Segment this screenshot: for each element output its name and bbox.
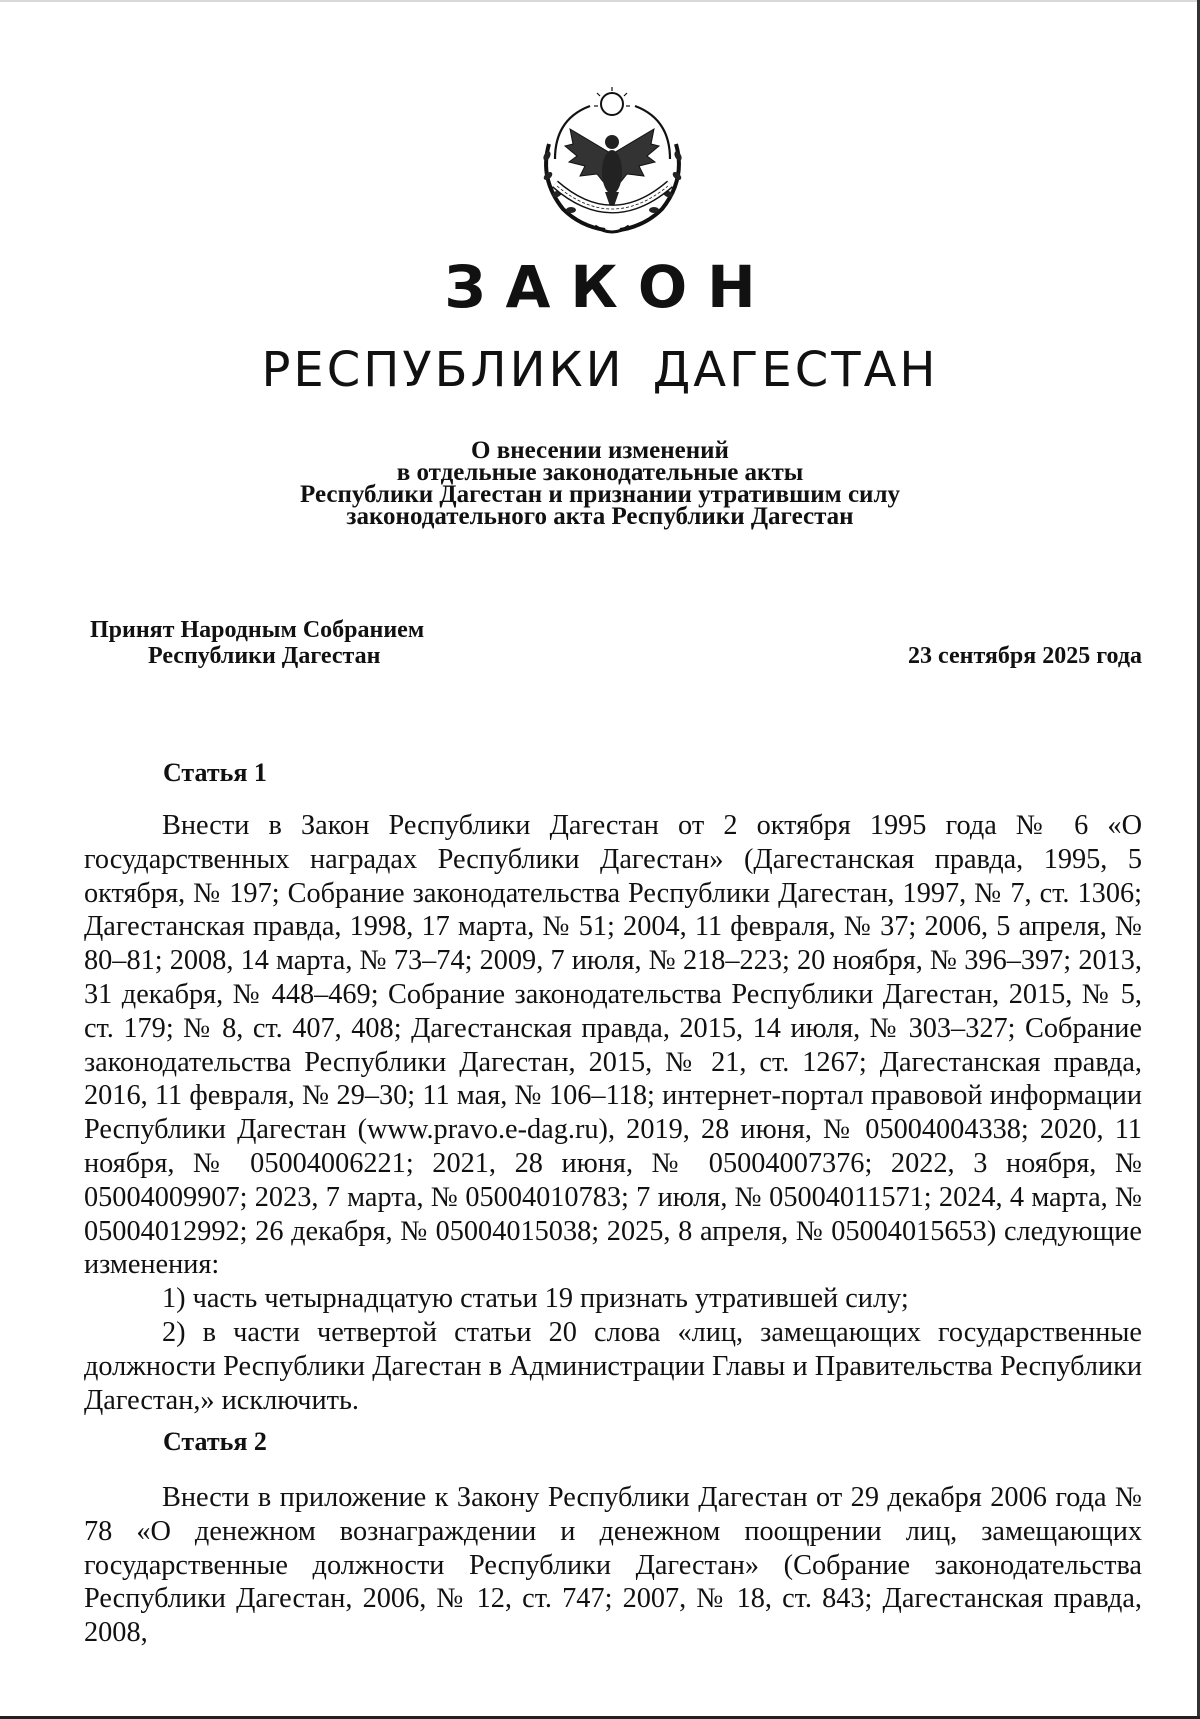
law-word-heading: ЗАКОН — [444, 253, 776, 321]
law-republic-heading: РЕСПУБЛИКИ ДАГЕСТАН — [261, 342, 939, 398]
article-1-heading: Статья 1 — [163, 758, 267, 787]
article-2-heading: Статья 2 — [163, 1427, 267, 1456]
law-title-line: Республики Дагестан и признании утратившим силу — [300, 481, 900, 508]
article-2-intro: Внести в приложение к Закону Республики Дагестан от 29 декабря 2006 года № 78 «О денежном вознаграждении и денежном поощрении лиц, замещающих государственные должности Республики Дагестан» (Собрание законодательства Республики Дагестан, 2006, № 12, ст. 747; 2007, № 18, ст. 843; Дагестанская правда, 2008, — [84, 1482, 1142, 1649]
law-title-line: О внесении изменений — [471, 437, 729, 464]
dagestan-coat-of-arms-icon — [535, 84, 690, 239]
article-1-item: 2) в части четвертой статьи 20 слова «лиц, замещающих государственные должности Республики Дагестан в Администрации Главы и Правительства Республики Дагестан,» исключить. — [84, 1316, 1142, 1416]
adoption-line-1: Принят Народным Собранием — [90, 617, 425, 643]
scan-edge-top — [0, 0, 1200, 2]
adoption-line-2: Республики Дагестан — [148, 643, 381, 669]
law-title — [150, 437, 1050, 530]
adoption-date: 23 сентября 2025 года — [908, 643, 1142, 669]
article-1-item: 1) часть четырнадцатую статьи 19 признать утратившей силу; — [162, 1283, 909, 1315]
law-title-line: в отдельные законодательные акты — [396, 459, 804, 486]
law-title-line: законодательного акта Республики Дагестан — [346, 503, 854, 530]
adoption-block — [90, 617, 424, 669]
article-1-body — [84, 809, 1142, 1417]
article-1-intro: Внести в Закон Республики Дагестан от 2 октября 1995 года № 6 «О государственных наградах Республики Дагестан» (Дагестанская правда, 1995, 5 октября, № 197; Собрание законодательства Республики Дагестан, 1997, № 7, ст. 1306; Дагестанская правда, 1998, 17 марта, № 51; 2004, 11 февраля, № 37; 2006, 5 апреля, № 80–81; 2008, 14 марта, № 73–74; 2009, 7 июля, № 218–223; 20 ноября, № 396–397; 2013, 31 декабря, № 448–469; Собрание законодательства Республики Дагестан, 2015, № 5, ст. 179; № 8, ст. 407, 408; Дагестанская правда, 2015, 14 июля, № 303–327; Собрание законодательства Республики Дагестан, 2015, № 21, ст. 1267; Дагестанская правда, 2016, 11 февраля, № 29–30; 11 мая, № 106–118; интернет-портал правовой информации Республики Дагестан (www.pravo.e-dag.ru), 2019, 28 июня, № 05004004338; 2020, 11 ноября, № 05004006221; 2021, 28 июня, № 05004007376; 2022, 3 ноября, № 05004009907; 2023, 7 марта, № 05004010783; 7 июля, № 05004011571; 2024, 4 марта, № 05004012992; 26 декабря, № 05004015038; 2025, 8 апреля, № 05004015653) следующие изменения: — [84, 810, 1142, 1281]
article-2-body — [84, 1481, 1142, 1650]
